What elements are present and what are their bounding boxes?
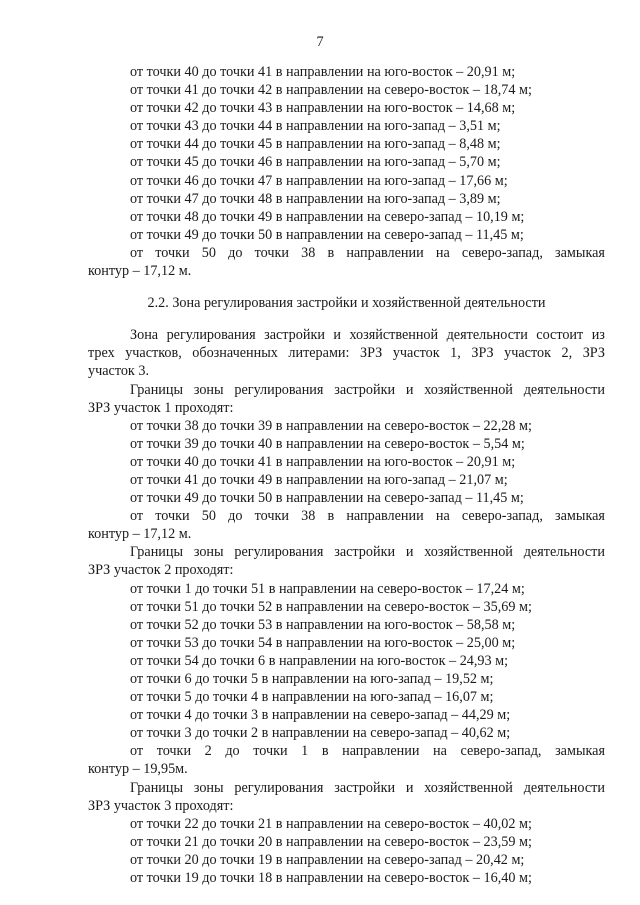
word: направлении (346, 508, 424, 525)
word: 1 (301, 743, 309, 760)
boundary-line: от точки 22 до точки 21 в направлении на северо-восток – 40,02 м; (130, 815, 532, 832)
word: от (130, 508, 144, 525)
closing-line (88, 742, 605, 760)
word: точки (155, 244, 190, 261)
word: застройки (334, 381, 396, 398)
word: 1, (450, 345, 461, 362)
boundary-line: от точки 19 до точки 18 в направлении на северо-восток – 16,40 м; (130, 870, 532, 887)
word: хозяйственной (424, 381, 513, 398)
word: ЗРЗ (471, 345, 494, 362)
boundary-line: от точки 39 до точки 40 в направлении на северо-восток – 5,54 м; (130, 435, 525, 452)
word: точки (254, 244, 289, 261)
zone2-section (88, 543, 605, 778)
word: деятельности (523, 779, 605, 796)
word: 38 (301, 244, 316, 261)
word: от (130, 244, 144, 261)
word: зоны (193, 544, 224, 561)
word: до (228, 508, 243, 525)
word: направлении (342, 743, 420, 760)
boundary-line: от точки 45 до точки 46 в направлении на юго-запад – 5,70 м; (130, 154, 501, 171)
word: Границы (130, 779, 184, 796)
word: деятельности (523, 544, 605, 561)
word: зоны (193, 779, 224, 796)
page-number: 7 (316, 34, 324, 50)
word: участок (504, 345, 551, 362)
word: в (321, 743, 329, 760)
word: точки (254, 508, 289, 525)
word: обозначенных (192, 345, 278, 362)
zone-heading-end: ЗРЗ участок 3 проходят: (88, 797, 234, 814)
boundary-line: от точки 49 до точки 50 в направлении на северо-запад – 11,45 м; (130, 490, 524, 507)
word: из (591, 327, 605, 344)
word: застройки (264, 327, 325, 344)
zone-heading-line (88, 543, 605, 561)
boundary-line: от точки 52 до точки 53 в направлении на юго-восток – 58,58 м; (130, 616, 516, 633)
word: участков, (125, 345, 182, 362)
word: хозяйственной (424, 544, 513, 561)
zone-heading-end: ЗРЗ участок 2 проходят: (88, 562, 234, 579)
word: Границы (130, 381, 184, 398)
boundary-line: от точки 3 до точки 2 в направлении на северо-запад – 40,62 м; (130, 725, 511, 742)
boundary-line: от точки 6 до точки 5 в направлении на юго-запад – 19,52 м; (130, 671, 494, 687)
boundary-line: от точки 21 до точки 20 в направлении на северо-восток – 23,59 м; (130, 833, 532, 850)
word: участок (392, 345, 440, 362)
word: и (405, 779, 414, 796)
word: точки (253, 743, 288, 760)
zone1-section (88, 381, 605, 544)
word: состоит (536, 327, 584, 344)
boundary-line: от точки 51 до точки 52 в направлении на северо-восток – 35,69 м; (130, 598, 532, 615)
word: хозяйственной (349, 327, 439, 344)
word: до (228, 244, 243, 261)
word: 2 (204, 743, 212, 760)
word: хозяйственной (424, 779, 513, 796)
closing-line-end: контур – 19,95м. (88, 761, 188, 778)
zone-heading-line (88, 381, 605, 399)
boundary-line: от точки 5 до точки 4 в направлении на юго-запад – 16,07 м; (130, 689, 494, 706)
boundary-line: от точки 4 до точки 3 в направлении на северо-запад – 44,29 м; (130, 707, 511, 724)
boundary-line: от точки 38 до точки 39 в направлении на северо-восток – 22,28 м; (130, 417, 532, 434)
word: 38 (301, 508, 316, 525)
word: Границы (130, 544, 184, 561)
boundary-line: от точки 46 до точки 47 в направлении на юго-запад – 17,66 м; (130, 172, 508, 189)
word: замыкая (555, 508, 605, 525)
word: на (435, 244, 450, 261)
word: и (405, 544, 414, 561)
word: деятельности (523, 381, 605, 398)
word: регулирования (234, 779, 324, 796)
boundary-line: от точки 44 до точки 45 в направлении на юго-запад – 8,48 м; (130, 136, 501, 153)
boundary-line: от точки 41 до точки 49 в направлении на юго-запад – 21,07 м; (130, 471, 508, 488)
word: регулирования (166, 327, 256, 344)
boundary-line: от точки 1 до точки 51 в направлении на северо-восток – 17,24 м; (130, 580, 525, 597)
word: на (433, 743, 447, 760)
justified-line (88, 326, 605, 344)
justified-line (88, 344, 605, 362)
word: трех (88, 345, 115, 362)
section-heading: 2.2. Зона регулирования застройки и хозяйственной деятельности (147, 295, 546, 312)
boundary-line: от точки 43 до точки 44 в направлении на юго-запад – 3,51 м; (130, 118, 501, 135)
word: в (327, 508, 335, 525)
boundary-line: от точки 40 до точки 41 в направлении на юго-восток – 20,91 м; (130, 453, 516, 470)
zone-heading-line (88, 779, 605, 797)
word: застройки (334, 544, 396, 561)
word: деятельности (446, 327, 528, 344)
word: зоны (193, 381, 224, 398)
word: до (225, 743, 240, 760)
word: замыкая (555, 244, 605, 261)
word: литерами: (288, 345, 350, 362)
word: 2, (561, 345, 573, 362)
boundary-line: от точки 47 до точки 48 в направлении на юго-запад – 3,89 м; (130, 190, 501, 207)
word: на (435, 508, 450, 525)
word: Зона (130, 327, 159, 344)
boundary-line: от точки 48 до точки 49 в направлении на северо-запад – 10,19 м; (130, 208, 525, 225)
closing-line (88, 507, 605, 525)
word: северо-запад, (461, 244, 543, 261)
word: замыкая (555, 743, 605, 760)
word: застройки (334, 779, 396, 796)
closing-line (88, 244, 605, 262)
boundary-line: от точки 53 до точки 54 в направлении на юго-восток – 25,00 м; (130, 634, 516, 651)
zone3-section (88, 779, 605, 888)
word: 50 (201, 508, 216, 525)
word: точки (156, 743, 192, 760)
zone-heading-end: ЗРЗ участок 1 проходят: (88, 399, 234, 416)
boundary-line: от точки 20 до точки 19 в направлении на северо-запад – 20,42 м; (130, 851, 525, 868)
word: регулирования (234, 544, 324, 561)
document-body (88, 63, 605, 887)
intro-paragraph (88, 326, 605, 380)
word: ЗРЗ (360, 345, 383, 362)
paragraph-end: участок 3. (88, 363, 150, 380)
word: северо-запад, (461, 508, 543, 525)
word: в (327, 244, 335, 261)
closing-line-end: контур – 17,12 м. (88, 526, 192, 543)
boundary-line: от точки 42 до точки 43 в направлении на юго-восток – 14,68 м; (130, 100, 516, 117)
word: ЗРЗ (582, 345, 605, 362)
word: направлении (346, 244, 424, 261)
word: 50 (201, 244, 216, 261)
boundary-line: от точки 54 до точки 6 в направлении на юго-восток – 24,93 м; (130, 652, 509, 669)
word: и (405, 381, 414, 398)
boundary-line: от точки 49 до точки 50 в направлении на северо-запад – 11,45 м; (130, 226, 524, 243)
word: точки (155, 508, 190, 525)
closing-line-end: контур – 17,12 м. (88, 263, 192, 280)
boundary-line: от точки 40 до точки 41 в направлении на юго-восток – 20,91 м; (130, 64, 516, 80)
block1-list (88, 63, 605, 280)
word: и (333, 327, 341, 344)
word: регулирования (234, 381, 324, 398)
boundary-line: от точки 41 до точки 42 в направлении на северо-восток – 18,74 м; (130, 82, 532, 99)
word: от (130, 743, 144, 760)
word: северо-запад, (460, 743, 542, 760)
